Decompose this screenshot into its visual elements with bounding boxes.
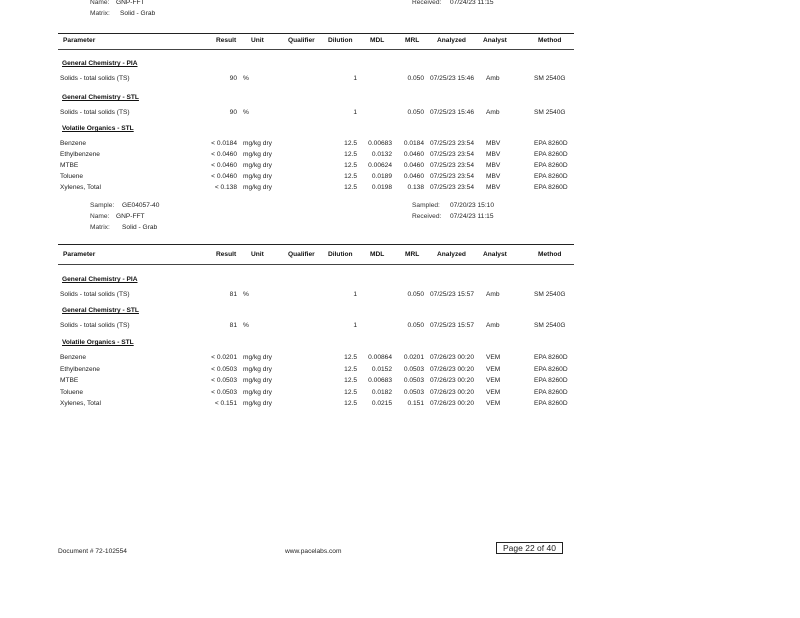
cell-mrl: 0.0201 — [403, 354, 424, 361]
name-label: Name: — [90, 0, 110, 6]
cell-result: < 0.0503 — [211, 377, 237, 384]
cell-method: EPA 8260D — [534, 354, 568, 361]
cell-mrl: 0.138 — [407, 184, 424, 191]
col-header-dilution: Dilution — [328, 251, 353, 258]
col-header-analyzed: Analyzed — [437, 251, 466, 258]
cell-dilution: 1 — [353, 322, 357, 329]
cell-mdl: 0.00624 — [368, 162, 392, 169]
cell-unit: % — [243, 291, 249, 298]
cell-dilution: 12.5 — [344, 365, 357, 373]
section-title: Volatile Organics - STL — [62, 125, 134, 132]
cell-method: EPA 8260D — [534, 140, 568, 147]
cell-analyzed: 07/26/23 00:20 — [430, 365, 474, 373]
cell-unit: mg/kg dry — [243, 365, 272, 373]
cell-mdl: 0.0198 — [371, 184, 392, 191]
cell-method: EPA 8260D — [534, 184, 568, 191]
name-label-2: Name: — [90, 213, 110, 220]
cell-dilution: 12.5 — [344, 377, 357, 384]
cell-analyzed: 07/26/23 00:20 — [430, 388, 474, 396]
cell-analyst: Amb — [486, 75, 500, 82]
cell-result: 90 — [229, 75, 237, 82]
cell-analyzed: 07/25/23 23:54 — [430, 162, 474, 169]
website-link[interactable]: www.pacelabs.com — [285, 548, 342, 555]
col-header-qualifier: Qualifier — [288, 37, 315, 44]
cell-mrl: 0.0503 — [403, 365, 424, 373]
col-header-mdl: MDL — [370, 251, 385, 258]
cell-unit: mg/kg dry — [243, 184, 272, 191]
cell-method: EPA 8260D — [534, 400, 568, 407]
header-rule-top — [58, 33, 574, 34]
col-header-parameter: Parameter — [63, 37, 96, 44]
cell-analyst: VEM — [486, 365, 501, 373]
cell-analyst: VEM — [486, 354, 501, 361]
cell-parameter: Solids - total solids (TS) — [60, 322, 130, 329]
cell-parameter: Xylenes, Total — [60, 400, 101, 407]
col-header-mrl: MRL — [405, 37, 420, 44]
cell-parameter: Solids - total solids (TS) — [60, 75, 130, 82]
cell-mrl: 0.0460 — [403, 162, 424, 169]
cell-parameter: Ethylbenzene — [60, 151, 100, 158]
header-rule-bottom-2 — [58, 264, 574, 265]
cell-dilution: 1 — [353, 291, 357, 298]
cell-result: < 0.0503 — [211, 365, 237, 373]
name-value: GNP-FFT — [116, 0, 145, 6]
header-rule-bottom — [58, 49, 574, 50]
cell-parameter: Solids - total solids (TS) — [60, 109, 130, 116]
cell-result: < 0.0460 — [211, 162, 237, 169]
cell-analyzed: 07/25/23 15:57 — [430, 322, 474, 329]
cell-mrl: 0.050 — [407, 291, 424, 298]
section-title: General Chemistry - STL — [62, 94, 139, 101]
cell-mrl: 0.0184 — [403, 140, 424, 147]
cell-parameter: MTBE — [60, 162, 79, 169]
cell-method: EPA 8260D — [534, 162, 568, 169]
cell-dilution: 12.5 — [344, 354, 357, 361]
cell-analyzed: 07/25/23 23:54 — [430, 184, 474, 191]
cell-analyzed: 07/25/23 23:54 — [430, 173, 474, 180]
cell-unit: mg/kg dry — [243, 140, 272, 147]
cell-result: 81 — [229, 322, 237, 329]
cell-result: < 0.0460 — [211, 151, 237, 158]
cell-result: 90 — [229, 109, 237, 116]
cell-dilution: 12.5 — [344, 140, 357, 147]
cell-result: < 0.138 — [214, 184, 237, 191]
cell-analyst: MBV — [486, 184, 501, 191]
col-header-mrl: MRL — [405, 251, 420, 258]
col-header-method: Method — [538, 37, 562, 44]
cell-mrl: 0.0460 — [403, 151, 424, 158]
cell-analyzed: 07/26/23 00:20 — [430, 400, 474, 407]
cell-mdl: 0.00683 — [368, 140, 392, 147]
cell-method: EPA 8260D — [534, 365, 568, 373]
sampled-label: Sampled: — [412, 202, 440, 209]
sampled-value: 07/20/23 15:10 — [450, 202, 494, 209]
cell-parameter: Solids - total solids (TS) — [60, 291, 130, 298]
cell-analyst: MBV — [486, 173, 501, 180]
cell-unit: mg/kg dry — [243, 162, 272, 169]
cell-dilution: 12.5 — [344, 162, 357, 169]
cell-mdl: 0.0152 — [371, 365, 392, 373]
col-header-mdl: MDL — [370, 37, 385, 44]
cell-unit: % — [243, 322, 249, 329]
section-title: General Chemistry - STL — [62, 307, 139, 314]
cell-analyst: VEM — [486, 388, 501, 396]
cell-unit: mg/kg dry — [243, 151, 272, 158]
cell-result: < 0.0201 — [211, 354, 237, 361]
received-label-2: Received: — [412, 213, 442, 220]
cell-parameter: Benzene — [60, 140, 87, 147]
document-id: Document # 72-102554 — [58, 548, 127, 555]
section-title: General Chemistry - PIA — [62, 60, 138, 67]
cell-analyst: Amb — [486, 322, 500, 329]
col-header-analyst: Analyst — [483, 251, 507, 258]
cell-analyzed: 07/25/23 23:54 — [430, 140, 474, 147]
sample-value: GE04057-40 — [122, 202, 160, 209]
cell-analyst: MBV — [486, 162, 501, 169]
received-value-2: 07/24/23 11:15 — [450, 213, 494, 220]
cell-method: SM 2540G — [534, 75, 566, 82]
col-header-parameter: Parameter — [63, 251, 96, 258]
cell-mdl: 0.00683 — [368, 377, 392, 384]
cell-result: < 0.0184 — [211, 140, 237, 147]
received-label: Received: — [412, 0, 442, 6]
cell-mrl: 0.050 — [407, 109, 424, 116]
cell-dilution: 1 — [353, 75, 357, 82]
cell-method: EPA 8260D — [534, 151, 568, 158]
received-value: 07/24/23 11:15 — [450, 0, 494, 6]
matrix-label-2: Matrix: — [90, 224, 110, 231]
cell-unit: mg/kg dry — [243, 400, 272, 407]
cell-dilution: 12.5 — [344, 388, 357, 396]
cell-result: 81 — [229, 291, 237, 298]
col-header-unit: Unit — [251, 251, 264, 258]
col-header-result: Result — [216, 37, 237, 44]
col-header-dilution: Dilution — [328, 37, 353, 44]
cell-method: SM 2540G — [534, 109, 566, 116]
cell-mrl: 0.050 — [407, 322, 424, 329]
cell-analyzed: 07/25/23 15:46 — [430, 109, 474, 116]
matrix-label: Matrix: — [90, 10, 110, 17]
cell-unit: % — [243, 75, 249, 82]
name-value-2: GNP-FFT — [116, 213, 145, 220]
cell-mrl: 0.151 — [407, 400, 424, 407]
cell-mdl: 0.0215 — [371, 400, 392, 407]
cell-result: < 0.0460 — [211, 173, 237, 180]
cell-result: < 0.0503 — [211, 388, 237, 396]
cell-unit: mg/kg dry — [243, 173, 272, 180]
cell-dilution: 12.5 — [344, 151, 357, 158]
cell-method: EPA 8260D — [534, 388, 568, 396]
matrix-value: Solid - Grab — [120, 10, 156, 17]
cell-analyzed: 07/25/23 23:54 — [430, 151, 474, 158]
cell-unit: mg/kg dry — [243, 354, 272, 361]
cell-method: EPA 8260D — [534, 173, 568, 180]
col-header-result: Result — [216, 251, 237, 258]
cell-analyst: MBV — [486, 151, 501, 158]
cell-dilution: 12.5 — [344, 184, 357, 191]
cell-unit: mg/kg dry — [243, 377, 272, 384]
header-rule-top-2 — [58, 244, 574, 245]
col-header-method: Method — [538, 251, 562, 258]
cell-mrl: 0.0460 — [403, 173, 424, 180]
cell-analyzed: 07/26/23 00:20 — [430, 354, 474, 361]
cell-mdl: 0.0182 — [371, 388, 392, 396]
col-header-qualifier: Qualifier — [288, 251, 315, 258]
cell-mrl: 0.0503 — [403, 388, 424, 396]
cell-mdl: 0.0189 — [371, 173, 392, 180]
section-title: Volatile Organics - STL — [62, 339, 134, 346]
cell-analyzed: 07/25/23 15:57 — [430, 291, 474, 298]
page-number: Page 22 of 40 — [496, 542, 563, 554]
cell-dilution: 1 — [353, 109, 357, 116]
cell-result: < 0.151 — [214, 400, 237, 407]
cell-analyst: Amb — [486, 291, 500, 298]
col-header-analyzed: Analyzed — [437, 37, 466, 44]
cell-unit: % — [243, 109, 249, 116]
cell-parameter: Ethylbenzene — [60, 365, 100, 373]
cell-analyst: Amb — [486, 109, 500, 116]
col-header-unit: Unit — [251, 37, 264, 44]
cell-mdl: 0.00864 — [368, 354, 392, 361]
cell-method: EPA 8260D — [534, 377, 568, 384]
col-header-analyst: Analyst — [483, 37, 507, 44]
sample-label: Sample: — [90, 202, 115, 209]
cell-analyst: MBV — [486, 140, 501, 147]
cell-analyst: VEM — [486, 377, 501, 384]
cell-analyst: VEM — [486, 400, 501, 407]
cell-mrl: 0.050 — [407, 75, 424, 82]
cell-parameter: Benzene — [60, 354, 87, 361]
cell-parameter: Toluene — [60, 173, 84, 180]
cell-analyzed: 07/26/23 00:20 — [430, 377, 474, 384]
cell-parameter: Toluene — [60, 388, 84, 396]
cell-analyzed: 07/25/23 15:46 — [430, 75, 474, 82]
cell-mdl: 0.0132 — [371, 151, 392, 158]
cell-method: SM 2540G — [534, 322, 566, 329]
cell-unit: mg/kg dry — [243, 388, 272, 396]
cell-parameter: Xylenes, Total — [60, 184, 101, 191]
cell-dilution: 12.5 — [344, 400, 357, 407]
cell-dilution: 12.5 — [344, 173, 357, 180]
section-title: General Chemistry - PIA — [62, 276, 138, 283]
cell-method: SM 2540G — [534, 291, 566, 298]
matrix-value-2: Solid - Grab — [122, 224, 158, 231]
cell-parameter: MTBE — [60, 377, 79, 384]
cell-mrl: 0.0503 — [403, 377, 424, 384]
